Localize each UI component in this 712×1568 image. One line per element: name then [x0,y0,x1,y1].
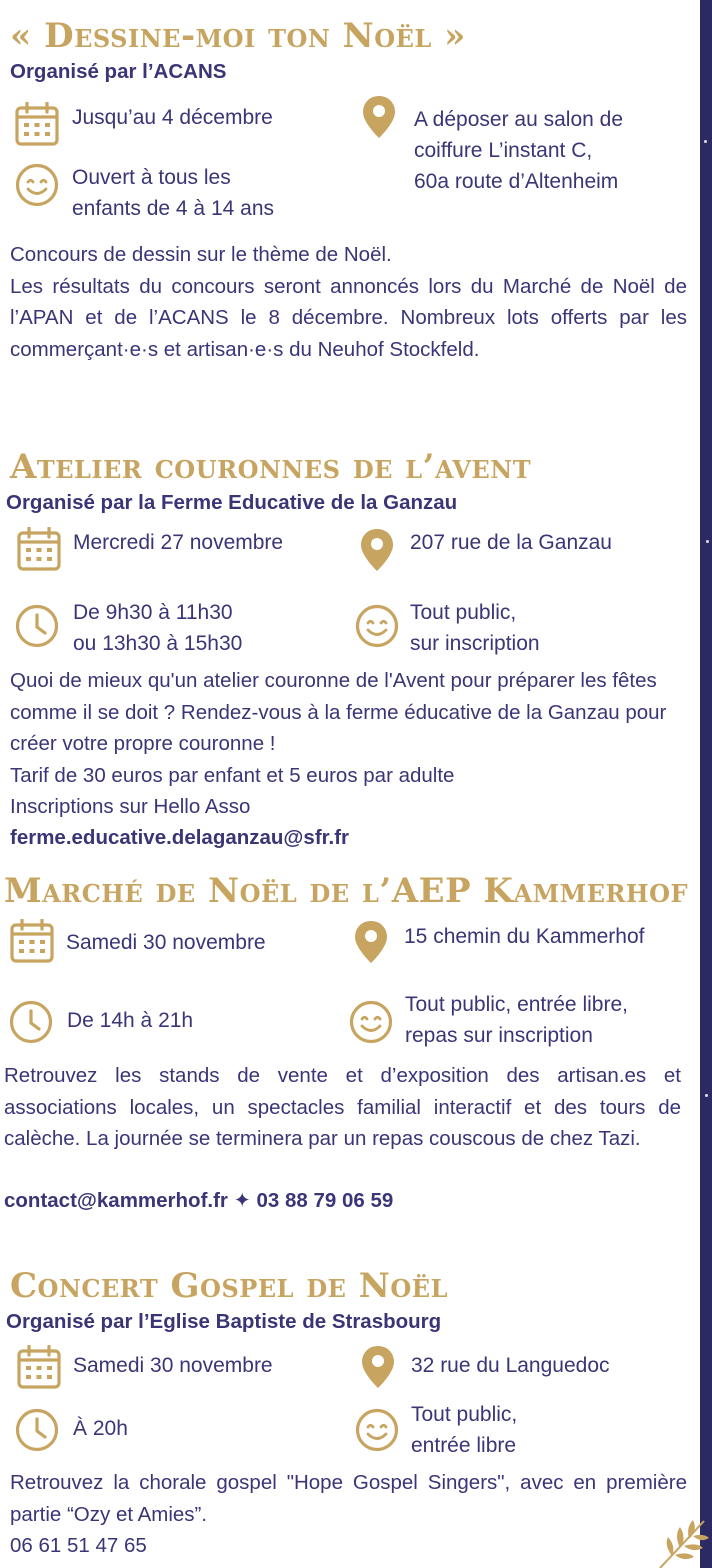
smiley-icon [354,1407,400,1453]
calendar-icon [16,527,62,573]
event-time [14,1407,128,1453]
event-time [14,597,242,659]
clock-icon [8,999,54,1045]
description-line: Retrouvez les stands de vente et d’exposition des artisan.es et associations locales, un spectacles familial interactif et des tours de calèche. La journée se terminera par un repas couscous de chez Tazi. [4,1064,681,1150]
event-audience [14,162,274,224]
sparkle [706,540,709,543]
description-line: Concours de dessin sur le thème de Noël. [10,243,392,266]
event-audience [354,1399,517,1461]
event-audience-text: Tout public, entrée libre, repas sur inscription [405,993,628,1047]
event-audience-text: Tout public, sur inscription [410,601,540,655]
description-line: Retrouvez la chorale gospel "Hope Gospel Singers", avec en première partie “Ozy et Amies”. [10,1471,687,1526]
sparkle [704,140,707,143]
event-title: Concert Gospel de Noël [10,1266,448,1306]
event-time-text: À 20h [73,1417,128,1440]
event-description [4,1060,681,1155]
smiley-icon [14,162,60,208]
event-description [10,665,687,823]
event-organizer: Organisé par la Ferme Educative de la Ganzau [6,491,458,514]
event-organizer: Organisé par l’Eglise Baptiste de Strasbourg [6,1310,442,1333]
event-time-text: De 14h à 21h [67,1009,194,1032]
location-pin-icon [348,919,394,965]
event-date-text: Mercredi 27 novembre [73,531,284,554]
leaves-icon [650,1515,712,1568]
event-location [355,1344,610,1390]
description-line: Inscriptions sur Hello Asso [10,795,251,818]
event-location-text: A déposer au salon de coiffure L’instant C, 60a route d’Altenheim [414,108,623,193]
location-pin-icon [355,1344,401,1390]
event-date-text: Samedi 30 novembre [73,1354,273,1377]
event-audience [348,989,628,1051]
location-pin-icon [356,94,402,140]
event-date [16,527,283,573]
contact-email[interactable]: ferme.educative.delaganzau@sfr.fr [10,826,350,849]
event-time [8,999,193,1045]
calendar-icon [14,102,60,148]
event-location [354,527,612,573]
description-line: Quoi de mieux qu'un atelier couronne de l'Avent pour préparer les fêtes comme il se doit ? Rendez-vous à la ferme éducative de la Ganzau pour créer votre propre couronne ! [10,669,667,755]
event-date-text: Jusqu’au 4 décembre [72,106,273,129]
event-location-text: 15 chemin du Kammerhof [404,925,645,948]
event-audience-text: Tout public, entrée libre [411,1403,518,1457]
event-description [10,1467,687,1562]
calendar-icon [9,919,55,965]
description-line: Tarif de 30 euros par enfant et 5 euros par adulte [10,763,455,787]
decorative-side-band [700,0,712,1568]
phone-number[interactable]: 06 61 51 47 65 [10,1534,147,1557]
event-description [10,239,687,365]
event-date [9,919,266,965]
event-location [348,919,644,965]
calendar-icon [16,1345,62,1391]
event-audience [354,597,540,659]
event-date-text: Samedi 30 novembre [66,931,266,954]
event-time-text: De 9h30 à 11h30 ou 13h30 à 15h30 [73,601,243,655]
clock-icon [14,603,60,649]
smiley-icon [348,999,394,1045]
event-title: Atelier couronnes de l’avent [10,447,532,487]
smiley-icon [354,603,400,649]
event-location-text: 32 rue du Languedoc [411,1354,610,1377]
event-date [14,102,273,148]
sparkle [705,1094,708,1097]
event-title: Marché de Noël de l’AEP Kammerhof [4,871,689,911]
description-line: Les résultats du concours seront annoncés lors du Marché de Noël de l’APAN et de l’ACANS le 8 décembre. Nombreux lots offerts par les commerçant·e·s et artisan·e·s du Neuhof Stockfeld. [10,274,687,361]
event-location-text: 207 rue de la Ganzau [410,531,612,554]
event-organizer: Organisé par l’ACANS [10,60,227,83]
event-audience-text: Ouvert à tous les enfants de 4 à 14 ans [72,166,274,220]
event-date [16,1345,273,1391]
event-title: « Dessine-moi ton Noël » [10,16,466,56]
event-location [356,94,623,197]
clock-icon [14,1407,60,1453]
contact-line[interactable]: contact@kammerhof.fr ✦ 03 88 79 06 59 [4,1189,394,1212]
location-pin-icon [354,527,400,573]
